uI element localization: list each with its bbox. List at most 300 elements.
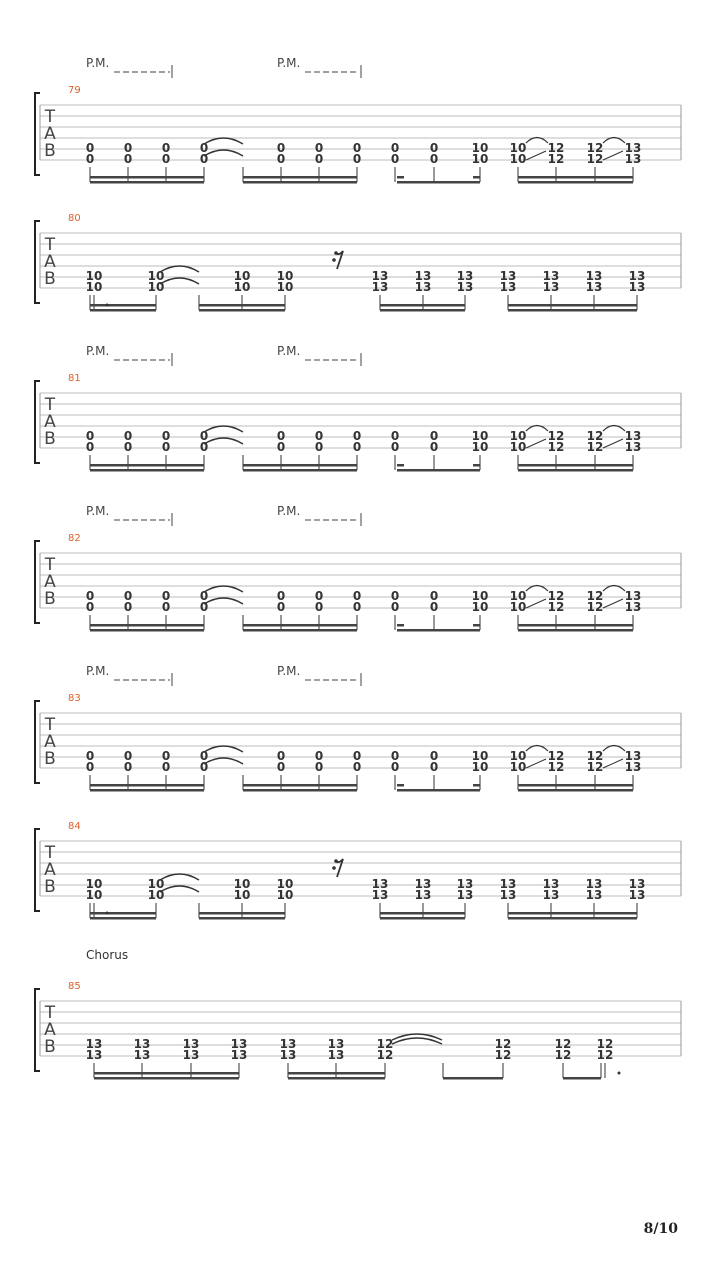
fret-number: 12 — [547, 600, 565, 614]
fret-number: 0 — [123, 440, 133, 454]
beam-secondary — [199, 304, 285, 307]
fret-number: 13 — [414, 888, 432, 902]
beam-stub — [473, 176, 480, 179]
beam — [90, 469, 204, 472]
beam — [508, 309, 637, 312]
measure-number: 85 — [68, 981, 81, 992]
tie-arc — [160, 278, 199, 284]
fret-number: 13 — [624, 141, 642, 155]
system-bracket — [35, 381, 40, 463]
tab-letter-a: A — [44, 572, 56, 592]
palm-mute-label: P.M. — [86, 344, 110, 358]
fret-number: 13 — [279, 1048, 297, 1062]
tab-system-84 — [35, 821, 681, 920]
fret-number: 13 — [279, 1037, 297, 1051]
fret-number: 10 — [471, 589, 489, 603]
fret-number: 0 — [276, 429, 286, 443]
fret-number: 13 — [182, 1048, 200, 1062]
fret-number: 10 — [276, 877, 294, 891]
fret-number: 12 — [547, 760, 565, 774]
fret-number: 0 — [161, 429, 171, 443]
fret-number: 13 — [327, 1048, 345, 1062]
tab-letter-a: A — [44, 124, 56, 144]
beam — [380, 917, 465, 920]
beam-secondary — [90, 624, 204, 627]
system-bracket — [35, 829, 40, 911]
tab-letter-a: A — [44, 860, 56, 880]
fret-number: 12 — [494, 1048, 512, 1062]
beam — [90, 917, 156, 920]
tab-letter-t: T — [44, 395, 56, 415]
beam-secondary — [90, 176, 204, 179]
beam — [90, 789, 204, 792]
palm-mute-label: P.M. — [86, 504, 110, 518]
fret-number: 10 — [471, 600, 489, 614]
fret-number: 0 — [314, 141, 324, 155]
fret-number: 10 — [509, 429, 527, 443]
fret-number: 0 — [429, 749, 439, 763]
fret-number: 10 — [147, 280, 165, 294]
fret-number: 10 — [147, 877, 165, 891]
fret-number: 12 — [547, 429, 565, 443]
fret-number: 10 — [147, 888, 165, 902]
fret-number: 10 — [85, 269, 103, 283]
fret-number: 0 — [390, 760, 400, 774]
fret-number: 12 — [586, 600, 604, 614]
fret-number: 0 — [199, 429, 209, 443]
beam-stub — [397, 176, 404, 179]
fret-number: 0 — [429, 600, 439, 614]
beam-secondary — [199, 912, 285, 915]
beam — [397, 789, 480, 792]
fret-number: 13 — [585, 877, 603, 891]
fret-number: 13 — [371, 280, 389, 294]
fret-number: 10 — [471, 152, 489, 166]
tie-arc — [204, 138, 243, 144]
fret-number: 10 — [85, 877, 103, 891]
fret-number: 12 — [586, 152, 604, 166]
tie-arc — [160, 886, 199, 892]
rhythm-dot — [618, 1072, 621, 1075]
tab-letter-t: T — [44, 107, 56, 127]
beam-stub — [397, 624, 404, 627]
beam-secondary — [90, 912, 156, 915]
fret-number: 13 — [456, 888, 474, 902]
fret-number: 0 — [123, 749, 133, 763]
fret-number: 0 — [352, 440, 362, 454]
tab-letter-t: T — [44, 715, 56, 735]
beam-secondary — [90, 784, 204, 787]
fret-number: 0 — [276, 440, 286, 454]
fret-number: 0 — [352, 760, 362, 774]
fret-number: 0 — [314, 429, 324, 443]
fret-number: 13 — [542, 269, 560, 283]
measure-number: 79 — [68, 85, 81, 96]
fret-number: 12 — [554, 1048, 572, 1062]
measure-number: 80 — [68, 213, 81, 224]
tab-letter-b: B — [44, 749, 56, 769]
fret-number: 10 — [233, 888, 251, 902]
system-bracket — [35, 541, 40, 623]
fret-number: 10 — [276, 888, 294, 902]
fret-number: 0 — [85, 141, 95, 155]
tie-arc — [204, 150, 243, 156]
beam-secondary — [518, 624, 633, 627]
fret-number: 13 — [85, 1037, 103, 1051]
fret-number: 10 — [471, 749, 489, 763]
beam-secondary — [518, 784, 633, 787]
fret-number: 12 — [547, 589, 565, 603]
fret-number: 0 — [85, 440, 95, 454]
beam — [288, 1077, 385, 1080]
fret-number: 13 — [499, 888, 517, 902]
fret-number: 0 — [161, 440, 171, 454]
fret-number: 10 — [147, 269, 165, 283]
fret-number: 0 — [199, 589, 209, 603]
beam — [508, 917, 637, 920]
beam — [563, 1077, 601, 1080]
fret-number: 0 — [85, 152, 95, 166]
fret-number: 13 — [624, 600, 642, 614]
system-bracket — [35, 93, 40, 175]
fret-number: 0 — [123, 760, 133, 774]
beam-stub — [473, 784, 480, 787]
tab-system-83 — [35, 664, 681, 792]
fret-number: 0 — [199, 440, 209, 454]
fret-number: 0 — [161, 749, 171, 763]
beam-stub — [473, 624, 480, 627]
tab-letter-b: B — [44, 1037, 56, 1057]
fret-number: 10 — [509, 152, 527, 166]
tab-letter-a: A — [44, 412, 56, 432]
fret-number: 12 — [547, 440, 565, 454]
fret-number: 10 — [509, 440, 527, 454]
fret-number: 0 — [314, 749, 324, 763]
tab-letter-t: T — [44, 1003, 56, 1023]
rest-dot — [332, 866, 336, 870]
beam-stub — [473, 464, 480, 467]
fret-number: 0 — [199, 760, 209, 774]
beam — [443, 1077, 503, 1080]
beam-secondary — [380, 912, 465, 915]
fret-number: 10 — [276, 280, 294, 294]
fret-number: 13 — [414, 877, 432, 891]
tab-letter-b: B — [44, 429, 56, 449]
fret-number: 0 — [390, 141, 400, 155]
beam-secondary — [243, 624, 357, 627]
fret-number: 13 — [499, 269, 517, 283]
fret-number: 0 — [85, 589, 95, 603]
fret-number: 0 — [161, 600, 171, 614]
slide-line — [526, 599, 546, 608]
fret-number: 0 — [161, 152, 171, 166]
tab-system-82 — [35, 504, 681, 632]
slide-line — [603, 599, 623, 608]
fret-number: 10 — [85, 888, 103, 902]
fret-number: 13 — [624, 760, 642, 774]
fret-number: 10 — [471, 141, 489, 155]
fret-number: 0 — [85, 749, 95, 763]
palm-mute-label: P.M. — [86, 56, 110, 70]
tab-letter-a: A — [44, 732, 56, 752]
beam — [397, 181, 480, 184]
fret-number: 13 — [414, 280, 432, 294]
tie-arc — [204, 426, 243, 432]
fret-number: 13 — [456, 280, 474, 294]
fret-number: 0 — [276, 760, 286, 774]
fret-number: 12 — [596, 1048, 614, 1062]
tie-arc — [160, 874, 199, 880]
tab-letter-b: B — [44, 141, 56, 161]
beam-stub — [397, 464, 404, 467]
fret-number: 0 — [390, 589, 400, 603]
fret-number: 10 — [233, 269, 251, 283]
fret-number: 0 — [314, 760, 324, 774]
fret-number: 13 — [624, 440, 642, 454]
slide-line — [526, 759, 546, 768]
palm-mute-label: P.M. — [277, 664, 301, 678]
fret-number: 12 — [586, 749, 604, 763]
fret-number: 13 — [585, 280, 603, 294]
fret-number: 0 — [314, 600, 324, 614]
beam-secondary — [94, 1072, 239, 1075]
tab-letter-t: T — [44, 235, 56, 255]
beam — [90, 181, 204, 184]
fret-number: 13 — [585, 888, 603, 902]
beam — [243, 469, 357, 472]
palm-mute-label: P.M. — [277, 344, 301, 358]
rest-dot — [334, 859, 338, 863]
fret-number: 10 — [509, 760, 527, 774]
fret-number: 12 — [547, 141, 565, 155]
tie-arc — [204, 586, 243, 592]
palm-mute-label: P.M. — [86, 664, 110, 678]
fret-number: 12 — [586, 141, 604, 155]
tab-letter-b: B — [44, 589, 56, 609]
fret-number: 0 — [429, 141, 439, 155]
measure-number: 81 — [68, 373, 81, 384]
beam — [518, 629, 633, 632]
fret-number: 13 — [371, 888, 389, 902]
beam — [199, 309, 285, 312]
tie-arc — [392, 1034, 442, 1040]
fret-number: 12 — [586, 589, 604, 603]
fret-number: 13 — [628, 269, 646, 283]
fret-number: 13 — [624, 429, 642, 443]
fret-number: 13 — [133, 1037, 151, 1051]
rhythm-dot — [106, 912, 109, 915]
beam — [243, 629, 357, 632]
fret-number: 12 — [494, 1037, 512, 1051]
beam-secondary — [518, 464, 633, 467]
fret-number: 0 — [161, 589, 171, 603]
fret-number: 12 — [376, 1048, 394, 1062]
fret-number: 0 — [429, 760, 439, 774]
fret-number: 12 — [586, 760, 604, 774]
fret-number: 13 — [414, 269, 432, 283]
fret-number: 13 — [230, 1048, 248, 1062]
slide-line — [526, 439, 546, 448]
fret-number: 0 — [276, 152, 286, 166]
fret-number: 13 — [628, 888, 646, 902]
fret-number: 13 — [85, 1048, 103, 1062]
fret-number: 0 — [352, 141, 362, 155]
fret-number: 12 — [586, 440, 604, 454]
fret-number: 10 — [85, 280, 103, 294]
fret-number: 0 — [314, 589, 324, 603]
fret-number: 0 — [352, 589, 362, 603]
measure-number: 84 — [68, 821, 81, 832]
fret-number: 13 — [585, 269, 603, 283]
fret-number: 13 — [628, 877, 646, 891]
tab-system-79 — [35, 56, 681, 184]
fret-number: 0 — [352, 600, 362, 614]
beam — [518, 789, 633, 792]
fret-number: 10 — [471, 760, 489, 774]
beam — [199, 917, 285, 920]
rhythm-dot — [106, 304, 109, 307]
slide-line — [603, 151, 623, 160]
beam — [518, 181, 633, 184]
fret-number: 12 — [554, 1037, 572, 1051]
fret-number: 10 — [276, 269, 294, 283]
fret-number: 13 — [499, 877, 517, 891]
fret-number: 13 — [624, 152, 642, 166]
tab-system-85 — [35, 948, 681, 1080]
fret-number: 13 — [327, 1037, 345, 1051]
system-bracket — [35, 989, 40, 1071]
fret-number: 13 — [624, 749, 642, 763]
palm-mute-label: P.M. — [277, 504, 301, 518]
fret-number: 13 — [456, 269, 474, 283]
section-label-chorus: Chorus — [86, 948, 129, 962]
slide-line — [526, 151, 546, 160]
fret-number: 0 — [85, 600, 95, 614]
beam — [90, 309, 156, 312]
tab-system-81 — [35, 344, 681, 472]
measure-number: 82 — [68, 533, 81, 544]
fret-number: 10 — [509, 749, 527, 763]
tie-arc — [204, 746, 243, 752]
beam-secondary — [288, 1072, 336, 1075]
fret-number: 13 — [542, 877, 560, 891]
slide-line — [603, 439, 623, 448]
beam-stub — [397, 784, 404, 787]
tab-letter-a: A — [44, 1020, 56, 1040]
beam-secondary — [243, 784, 357, 787]
fret-number: 10 — [509, 600, 527, 614]
fret-number: 10 — [233, 877, 251, 891]
fret-number: 0 — [123, 600, 133, 614]
fret-number: 12 — [547, 749, 565, 763]
fret-number: 0 — [123, 429, 133, 443]
fret-number: 0 — [429, 429, 439, 443]
fret-number: 0 — [123, 589, 133, 603]
fret-number: 0 — [429, 152, 439, 166]
rest-dot — [334, 251, 338, 255]
beam-secondary — [508, 304, 637, 307]
beam-secondary — [518, 176, 633, 179]
fret-number: 13 — [371, 269, 389, 283]
fret-number: 0 — [276, 141, 286, 155]
fret-number: 0 — [390, 600, 400, 614]
tab-letter-b: B — [44, 269, 56, 289]
fret-number: 0 — [199, 141, 209, 155]
beam — [380, 309, 465, 312]
fret-number: 12 — [376, 1037, 394, 1051]
tab-system-80 — [35, 213, 681, 312]
beam-secondary — [243, 176, 357, 179]
fret-number: 0 — [123, 141, 133, 155]
fret-number: 0 — [390, 429, 400, 443]
measure-number: 83 — [68, 693, 81, 704]
tie-arc — [204, 598, 243, 604]
fret-number: 12 — [547, 152, 565, 166]
fret-number: 10 — [471, 429, 489, 443]
fret-number: 0 — [429, 440, 439, 454]
fret-number: 0 — [352, 152, 362, 166]
fret-number: 0 — [161, 760, 171, 774]
fret-number: 12 — [586, 429, 604, 443]
fret-number: 0 — [390, 152, 400, 166]
fret-number: 13 — [371, 877, 389, 891]
palm-mute-label: P.M. — [277, 56, 301, 70]
fret-number: 13 — [628, 280, 646, 294]
fret-number: 0 — [276, 589, 286, 603]
beam — [518, 469, 633, 472]
system-bracket — [35, 701, 40, 783]
tie-arc — [160, 266, 199, 272]
beam — [94, 1077, 239, 1080]
tie-arc — [392, 1038, 442, 1044]
tab-letter-t: T — [44, 843, 56, 863]
fret-number: 0 — [352, 429, 362, 443]
fret-number: 13 — [456, 877, 474, 891]
beam-secondary — [380, 304, 465, 307]
fret-number: 0 — [123, 152, 133, 166]
beam — [90, 629, 204, 632]
fret-number: 0 — [199, 749, 209, 763]
fret-number: 13 — [542, 888, 560, 902]
slide-line — [603, 759, 623, 768]
fret-number: 0 — [314, 440, 324, 454]
tab-letter-t: T — [44, 555, 56, 575]
fret-number: 0 — [161, 141, 171, 155]
fret-number: 0 — [85, 760, 95, 774]
fret-number: 10 — [509, 589, 527, 603]
fret-number: 0 — [390, 749, 400, 763]
fret-number: 10 — [233, 280, 251, 294]
fret-number: 0 — [199, 152, 209, 166]
fret-number: 12 — [596, 1037, 614, 1051]
tie-arc — [204, 438, 243, 444]
beam-secondary — [90, 304, 156, 307]
fret-number: 13 — [499, 280, 517, 294]
fret-number: 0 — [276, 600, 286, 614]
fret-number: 0 — [85, 429, 95, 443]
fret-number: 13 — [624, 589, 642, 603]
beam-secondary — [243, 464, 357, 467]
tie-arc — [204, 758, 243, 764]
system-bracket — [35, 221, 40, 303]
beam — [243, 181, 357, 184]
beam-secondary — [336, 1072, 385, 1075]
fret-number: 13 — [542, 280, 560, 294]
beam-secondary — [508, 912, 637, 915]
fret-number: 0 — [390, 440, 400, 454]
tab-letter-b: B — [44, 877, 56, 897]
fret-number: 13 — [230, 1037, 248, 1051]
